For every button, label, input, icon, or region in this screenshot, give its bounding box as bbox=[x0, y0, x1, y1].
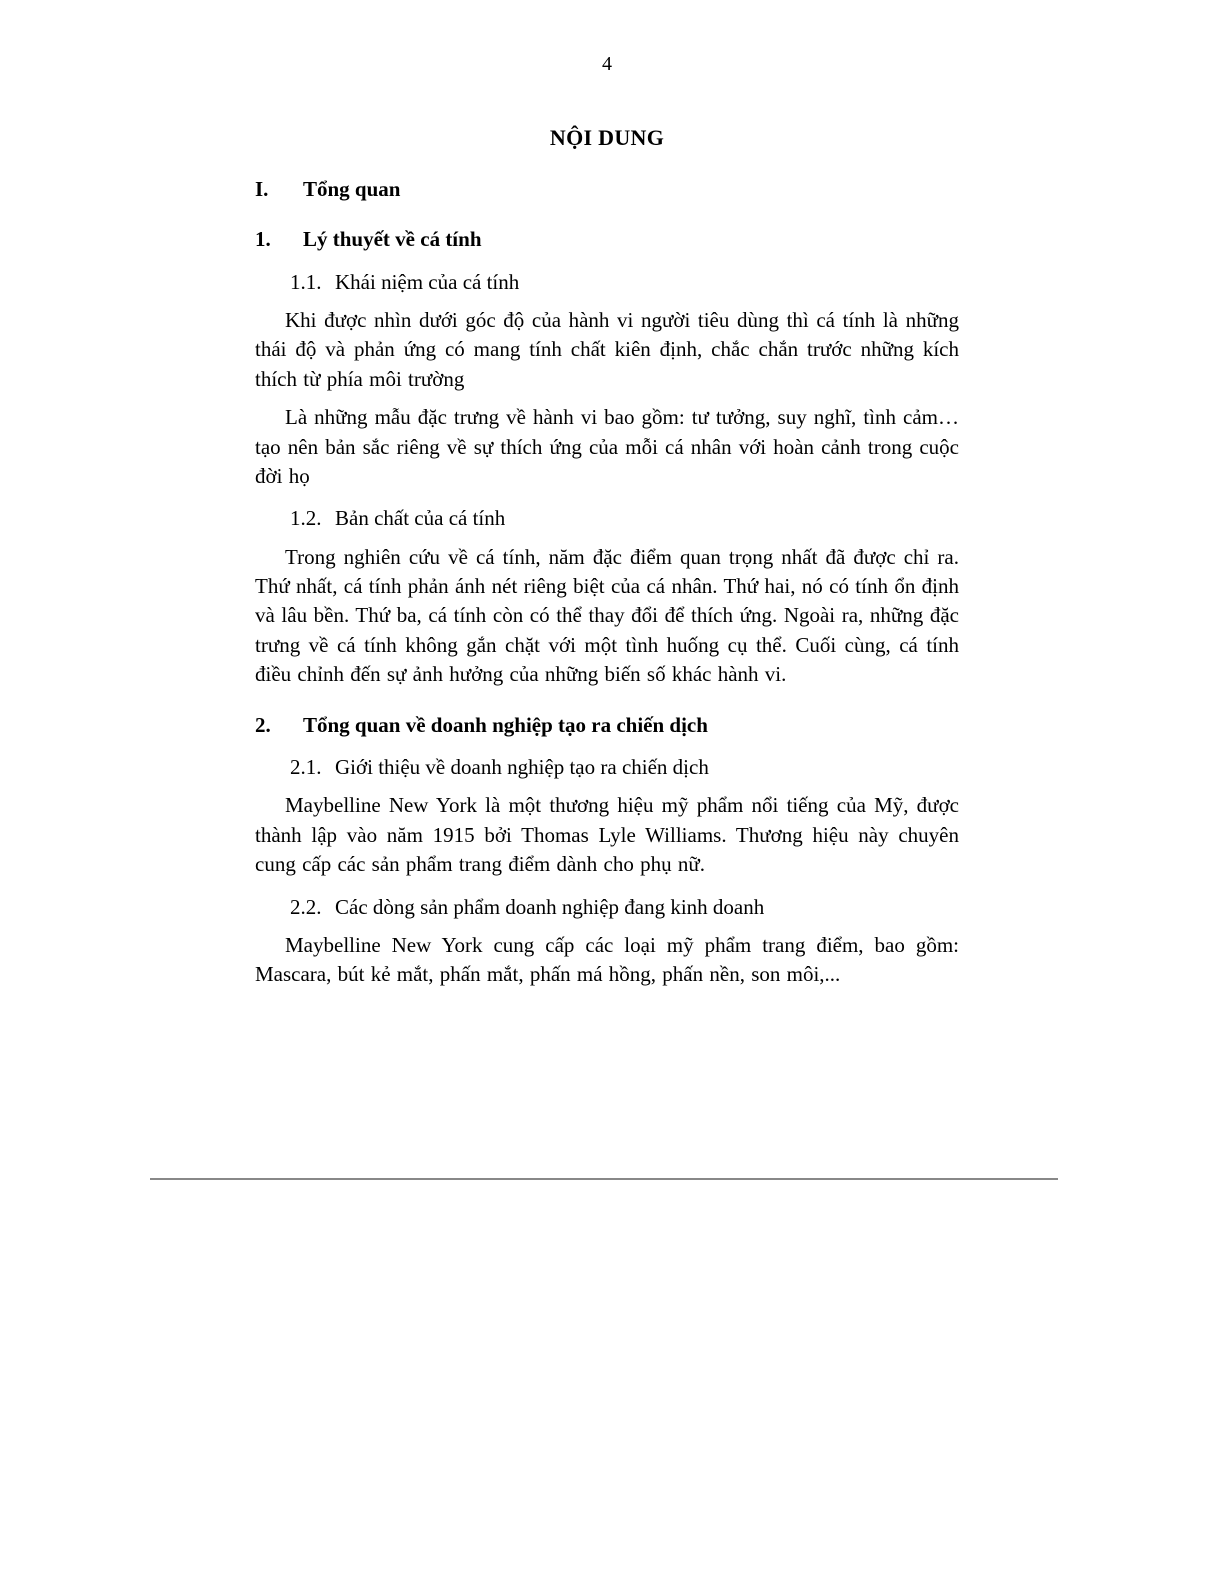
heading-label: Các dòng sản phẩm doanh nghiệp đang kinh doanh bbox=[335, 894, 765, 919]
heading-2-1-gioi-thieu bbox=[290, 753, 959, 782]
heading-1-ly-thuyet bbox=[255, 225, 959, 254]
heading-2-tong-quan-doanh-nghiep bbox=[255, 711, 959, 740]
heading-I-tong-quan bbox=[255, 175, 959, 204]
heading-1-1-khai-niem bbox=[290, 268, 959, 297]
heading-number: 1.2. bbox=[290, 506, 322, 531]
paragraph-dong-san-pham: Maybelline New York cung cấp các loại mỹ phẩm trang điểm, bao gồm: Mascara, bút kẻ mắt, phấn mắt, phấn má hồng, phấn nền, son môi,... bbox=[255, 933, 959, 987]
heading-number: 1. bbox=[255, 227, 271, 252]
heading-1-2-ban-chat bbox=[290, 504, 959, 533]
heading-number: I. bbox=[255, 176, 269, 201]
heading-label: Tổng quan về doanh nghiệp tạo ra chiến dịch bbox=[303, 712, 708, 737]
paragraph-ban-chat: Trong nghiên cứu về cá tính, năm đặc điểm quan trọng nhất đã được chỉ ra. Thứ nhất, cá tính phản ánh nét riêng biệt của cá nhân. Thứ hai, nó có tính ổn định và lâu bền. Thứ ba, cá tính còn có thể thay đổi để thích ứng. Ngoài ra, những đặc trưng về cá tính không gắn chặt với một tình huống cụ thể. Cuối cùng, cá tính điều chỉnh đến sự ảnh hưởng của những biến số khác hành vi. bbox=[255, 544, 959, 687]
heading-label: Giới thiệu về doanh nghiệp tạo ra chiến dịch bbox=[335, 755, 709, 780]
heading-label: Tổng quan bbox=[303, 176, 401, 201]
page-number: 4 bbox=[602, 53, 612, 75]
heading-label: Khái niệm của cá tính bbox=[335, 269, 520, 294]
paragraph-khai-niem-2: Là những mẫu đặc trưng về hành vi bao gồm: tư tưởng, suy nghĩ, tình cảm…tạo nên bản sắc riêng về sự thích ứng của mỗi cá nhân với hoàn cảnh trong cuộc đời họ bbox=[255, 405, 959, 488]
paragraph-gioi-thieu: Maybelline New York là một thương hiệu mỹ phẩm nổi tiếng của Mỹ, được thành lập vào năm 1915 bởi Thomas Lyle Williams. Thương hiệu này chuyên cung cấp các sản phẩm trang điểm dành cho phụ nữ. bbox=[255, 793, 959, 877]
heading-2-2-dong-san-pham bbox=[290, 893, 959, 922]
paragraph-khai-niem-1: Khi được nhìn dưới góc độ của hành vi người tiêu dùng thì cá tính là những thái độ và phản ứng có mang tính chất kiên định, chắc chắn trước những kích thích từ phía môi trường bbox=[255, 307, 959, 391]
heading-label: Lý thuyết về cá tính bbox=[303, 227, 482, 252]
heading-number: 2.1. bbox=[290, 755, 322, 780]
document-title: NỘI DUNG bbox=[549, 125, 665, 150]
heading-number: 2.2. bbox=[290, 894, 322, 919]
heading-number: 2. bbox=[255, 712, 271, 737]
page-content bbox=[255, 0, 959, 999]
heading-label: Bản chất của cá tính bbox=[335, 506, 506, 531]
heading-number: 1.1. bbox=[290, 269, 322, 294]
footer-divider bbox=[150, 1178, 1058, 1180]
